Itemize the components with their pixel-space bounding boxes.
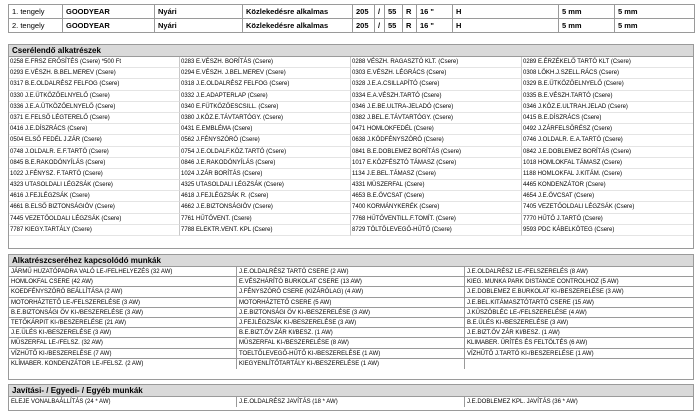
related-work-item [465,359,693,369]
repairs-section-title: Javítási- / Egyedi- / Egyéb munkák [9,385,693,397]
tire-cell: 2. tengely [9,19,63,33]
related-work-item: J.E.ÜLÉS KI-/BESZERELÉSE (3 AW) [9,328,237,338]
tire-cell: 205 [353,19,375,33]
part-item: 0318 J.E.OLDALRÉSZ FELFOG (Csere) [180,79,351,90]
related-work-item: JÁRMŰ HUZATÓPADRA VALÓ LE-/FELHELYEZÉS (32 AW) [9,267,237,277]
part-item: 4661 B.ELSŐ BIZTONSÁGIÖV (Csere) [9,202,180,213]
part-item: 0289 E.ÉRZÉKELŐ TARTÓ KLT (Csere) [522,57,693,68]
related-work-item: MÜSZERFAL LE-/FELSZ. (32 AW) [9,338,237,348]
related-work-item: VÍZHŰTŐ KI-/BESZERELÉSE (7 AW) [9,349,237,359]
part-item: 4331 MÜSZERFAL (Csere) [351,180,522,191]
related-work-item: J.E.BEL.KITÁMASZTÓTARTÓ CSERE (15 AW) [465,298,693,308]
part-item: 0334 E.A.VÉSZH.TARTÓ (Csere) [351,91,522,102]
tire-cell: 5 mm [559,5,615,19]
part-item: 4662 J.E.BIZTONSÁGIÖV (Csere) [180,202,351,213]
repairs-section [8,384,694,411]
tire-cell: 205 [353,5,375,19]
part-item: 0638 J.KÖDFÉNYSZÓRÓ (Csere) [351,135,522,146]
part-item: 0382 J.BEL.E.TÁVTARTÓGY. (Csere) [351,113,522,124]
related-work-item: B.E.BIZTONSÁGI ÖV KI-/BESZERELÉSE (3 AW) [9,308,237,318]
related-work-item: HOMLOKFAL CSERE (42 AW) [9,277,237,287]
part-item: 0431 E.EMBLÉMA (Csere) [180,124,351,135]
tire-cell: 55 [385,5,403,19]
related-work-item: B.E.BIZT.ÖV ZÁR KI/BESZ. (1 AW) [237,328,465,338]
tire-row [9,19,695,33]
part-item: 7445 VEZETŐOLDALI LÉGZSÁK (Csere) [9,214,180,225]
part-item: 0335 B.E.VÉSZH.TARTÓ (Csere) [522,91,693,102]
part-item: 0746 J.OLDALR. E.A.TARTÓ (Csere) [522,135,693,146]
part-item: 7400 KORMÁNYKERÉK (Csere) [351,202,522,213]
tire-cell: 1. tengely [9,5,63,19]
part-item: 0329 B.E.ÜTKÖZŐELNYELŐ (Csere) [522,79,693,90]
part-item: 7761 HŰTŐVENT. (Csere) [180,214,351,225]
related-work-item: E.VÉSZHÁRÍTÓ BURKOLAT CSERE (13 AW) [237,277,465,287]
related-work-item: KIEGYENLÍTŐTARTÁLY KI-/BESZERELÉSE (1 AW) [237,359,465,369]
tire-cell: 5 mm [615,19,695,33]
part-item: 1018 HOMLOKFAL TÁMASZ (Csere) [522,158,693,169]
related-work-item: MOTORHÁZTETŐ CSERE (5 AW) [237,298,465,308]
part-item: 0748 J.OLDALR. E.F.TARTÓ (Csere) [9,147,180,158]
parts-section-title: Cserélendő alkatrészek [9,45,693,57]
part-item: 0841 B.E.DOBLEMEZ BORÍTÁS (Csere) [351,147,522,158]
part-item: 1134 J.E.BEL.TÁMASZ (Csere) [351,169,522,180]
part-item: 1188 HOMLOKFAL J.KITÁM. (Csere) [522,169,693,180]
related-work-item: B.E.ÜLÉS KI-/BESZERELÉSE (3 AW) [465,318,693,328]
part-item: 9593 PDC KÁBELKÖTEG (Csere) [522,225,693,236]
part-item: 0288 VÉSZH. RAGASZTÓ KLT. (Csere) [351,57,522,68]
part-item: 7788 ELEKTR.VENT. KPL (Csere) [180,225,351,236]
tire-table [8,4,695,33]
part-item: 4325 UTASOLDALI LÉGZSÁK (Csere) [180,180,351,191]
related-work-item: MÜSZERFAL KI-/BESZERELÉSE (8 AW) [237,338,465,348]
part-item: 0471 HOMLOKFEDÉL (Csere) [351,124,522,135]
tire-cell: / [375,5,385,19]
tire-cell: GOODYEAR [63,19,155,33]
related-work-item: J.E.BIZT.ÖV ZÁR KI/BESZ. (1 AW) [465,328,693,338]
related-work-item: J.KÜSZÖBLÉC LE-/FELSZERELÉSE (4 AW) [465,308,693,318]
tire-cell: 16 " [417,19,453,33]
repair-item: J.E.OLDALRÉSZ JAVÍTÁS (18 * AW) [237,397,465,407]
part-item: 4654 J.E.ÖVCSAT (Csere) [522,191,693,202]
part-item: 0380 J.KÖZ.E.TÁVTARTÓGY. (Csere) [180,113,351,124]
tire-cell: / [375,19,385,33]
part-item: 0328 J.E.A.CSILLAPÍTÓ (Csere) [351,79,522,90]
related-work-item: KLÍMABER. KONDENZÁTOR LE-/FELSZ. (2 AW) [9,359,237,369]
part-item: 1017 E.KÖZFÉSZTÓ TÁMASZ (Csere) [351,158,522,169]
part-item: 0258 E.FRSZ ERŐSÍTÉS (Csere) *500 Ft [9,57,180,68]
tire-cell: Közlekedésre alkalmas [243,19,353,33]
tire-cell: GOODYEAR [63,5,155,19]
tire-cell: R [403,19,417,33]
part-item: 0293 E.VÉSZH. B.BEL.MEREV (Csere) [9,68,180,79]
part-item: 0317 B.E.OLDALRÉSZ FELFOG (Csere) [9,79,180,90]
related-work-grid [9,267,693,369]
part-item: 4465 KONDENZÁTOR (Csere) [522,180,693,191]
repairs-grid [9,397,693,407]
tire-cell: 5 mm [559,19,615,33]
part-item: 0303 E.VÉSZH. LÉGRÁCS (Csere) [351,68,522,79]
tire-cell: H [453,5,559,19]
related-work-item: J.E.DOBLEMEZ E.BURKOLAT KI-/BESZERELÉSE (3 AW) [465,287,693,297]
related-work-item: KLIMABER. ÜRÍTÉS ÉS FELTÖLTÉS (6 AW) [465,338,693,348]
related-work-section [8,254,694,380]
part-item: 0492 J.ZÁRFELSŐRÉSZ (Csere) [522,124,693,135]
part-item: 4653 B.E.ÖVCSAT (Csere) [351,191,522,202]
part-item: 0340 E.FÜTKÖZŐESCSILL. (Csere) [180,102,351,113]
part-item: 0346 J.KÖZ.E.ULTRAH.JELAD (Csere) [522,102,693,113]
parts-section [8,44,694,249]
related-work-item: TOELTŐLEVEGŐ-HŰTŐ KI-/BESZERELÉSE (1 AW) [237,349,465,359]
part-item: 0846 J.E.RAKODÓNYÍLÁS (Csere) [180,158,351,169]
part-item: 0845 B.E.RAKODÓNYÍLÁS (Csere) [9,158,180,169]
part-item: 0330 J.E.ÜTKÖZŐELNYELŐ (Csere) [9,91,180,102]
tire-cell: H [453,19,559,33]
part-item: 7405 VEZETŐOLDALI LÉGZSÁK (Csere) [522,202,693,213]
related-work-item: VÍZHŰTŐ J.TARTÓ KI-/BESZERELÉSE (1 AW) [465,349,693,359]
part-item: 0416 J.E.DÍSZRÁCS (Csere) [9,124,180,135]
repair-item: J.E.DOBLEMEZ KPL. JAVÍTÁS (36 * AW) [467,399,578,405]
tire-cell: Nyári [155,19,243,33]
tire-cell: Nyári [155,5,243,19]
related-work-item: J.E.BIZTONSÁGI ÖV KI-/BESZERELÉSE (3 AW) [237,308,465,318]
tire-cell: 16 " [417,5,453,19]
related-work-item: MOTORHÁZTETŐ LE-/FELSZERELÉSE (3 AW) [9,298,237,308]
repair-item: ELEJE VONALBAÁLLÍTÁS (24 * AW) [9,397,237,407]
tire-row [9,5,695,19]
related-work-item: J.E.OLDALRÉSZ LE-/FELSZERELÉS (8 AW) [465,267,693,277]
tire-cell: 55 [385,19,403,33]
tire-cell: 5 mm [615,5,695,19]
part-item: 7770 HŰTŐ J.TARTÓ (Csere) [522,214,693,225]
part-item: 0308 LÖKH.J.SZELL.RÁCS (Csere) [522,68,693,79]
related-work-item: J.FÉNYSZÓRÓ CSERE (KIZÁRÓLAG) (4 AW) [237,287,465,297]
part-item: 0332 J.E.ADAPTERLAP (Csere) [180,91,351,102]
part-item: 0842 J.E.DOBLEMEZ BORÍTÁS (Csere) [522,147,693,158]
related-work-item: KIEG. MUNKA PARK DISTANCE CONTROLHOZ (5 AW) [465,277,693,287]
part-item: 7787 KIEGY.TARTÁLY (Csere) [9,225,180,236]
part-item: 4616 J.FEJLÉGZSÁK (Csere) [9,191,180,202]
part-item: 0283 E.VÉSZH. BORÍTÁS (Csere) [180,57,351,68]
part-item: 0504 ELSŐ FEDÉL J.ZÁR (Csere) [9,135,180,146]
part-item: 0371 E.FELSŐ LÉGTERELŐ (Csere) [9,113,180,124]
related-work-section-title: Alkatrészcseréhez kapcsolódó munkák [9,255,693,267]
related-work-item: KOEDFÉNYSZÓRÓ BEÁLLÍTÁSA (2 AW) [9,287,237,297]
part-item: 4618 J.FEJLÉGZSÁK R. (Csere) [180,191,351,202]
part-item: 4323 UTASOLDALI LÉGZSÁK (Csere) [9,180,180,191]
part-item: 1024 J.ZÁR BORÍTÁS (Csere) [180,169,351,180]
part-item: 0754 J.E.OLDALF.KÖZ.TARTÓ (Csere) [180,147,351,158]
related-work-item: J.E.OLDALRÉSZ TARTÓ CSERE (2 AW) [237,267,465,277]
tire-cell: Közlekedésre alkalmas [243,5,353,19]
part-item: 1022 J.FÉNYSZ. F.TARTÓ (Csere) [9,169,180,180]
part-item: 0562 J.FÉNYSZÓRÓ (Csere) [180,135,351,146]
parts-grid [9,57,693,236]
related-work-item: TETŐKÁRPIT KI-/BESZERELÉSE (21 AW) [9,318,237,328]
part-item: 7768 HŰTŐVENTILL.F.TOMÍT. (Csere) [351,214,522,225]
related-work-item: J.FEJLÉGZSÁK KI-/BESZERELÉSE (3 AW) [237,318,465,328]
part-item: 0294 E.VÉSZH. J.BEL.MEREV (Csere) [180,68,351,79]
part-item: 0346 J.E.BE.ULTRA-JELADÓ (Csere) [351,102,522,113]
part-item: 0336 J.E.A.ÜTKÖZŐELNYELŐ (Csere) [9,102,180,113]
tire-cell: R [403,5,417,19]
part-item: 0415 B.E.DÍSZRÁCS (Csere) [522,113,693,124]
part-item: 8729 TÖLTŐLEVEGŐ-HŰTŐ (Csere) [351,225,522,236]
